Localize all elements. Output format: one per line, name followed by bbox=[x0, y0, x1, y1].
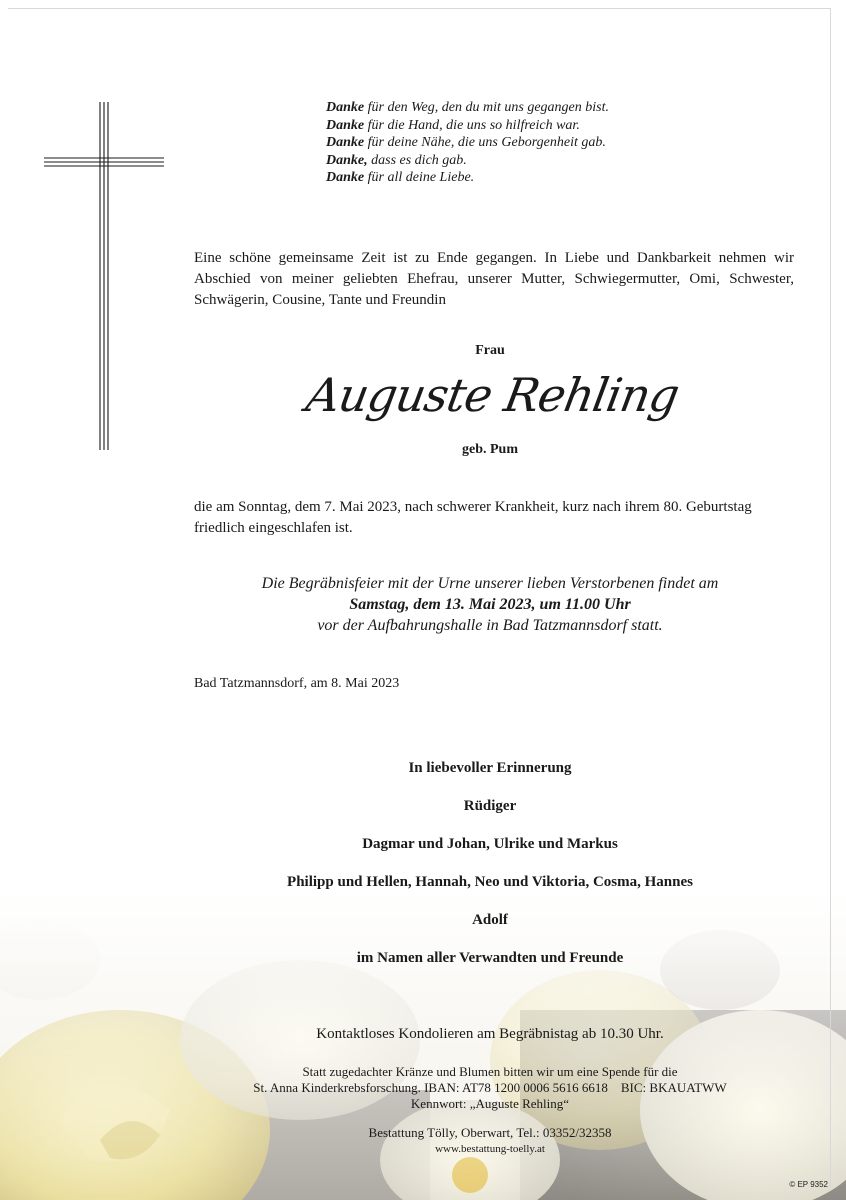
salutation: Frau bbox=[475, 343, 505, 358]
condolence-note: Kontaktloses Kondolieren am Begräbnistag ab 10.30 Uhr. bbox=[316, 1026, 664, 1042]
poem-line: Danke für all deine Liebe. bbox=[326, 170, 475, 185]
funeral-date: Samstag, dem 13. Mai 2023, um 11.00 Uhr bbox=[349, 596, 631, 613]
mourner-line: im Namen aller Verwandten und Freunde bbox=[356, 950, 624, 966]
template-code: © EP 9352 bbox=[789, 1180, 828, 1189]
mourner-line: Philipp und Hellen, Hannah, Neo und Viktoria, Cosma, Hannes bbox=[287, 874, 693, 890]
undertaker-website: www.bestattung-toelly.at bbox=[435, 1143, 545, 1155]
mourner-line: Dagmar und Johan, Ulrike und Markus bbox=[362, 836, 618, 852]
funeral-line: Die Begräbnisfeier mit der Urne unserer lieben Verstorbenen findet am bbox=[261, 575, 719, 592]
mourners-heading: In liebevoller Erinnerung bbox=[408, 760, 572, 776]
poem-line: Danke für die Hand, die uns so hilfreich war. bbox=[326, 117, 580, 133]
funeral-announcement bbox=[190, 573, 790, 636]
poem-line: Danke für deine Nähe, die uns Geborgenheit gab. bbox=[326, 135, 606, 150]
deceased-name: Auguste Rehling bbox=[302, 368, 683, 422]
funeral-location: vor der Aufbahrungshalle in Bad Tatzmannsdorf statt. bbox=[317, 617, 663, 634]
death-notice: die am Sonntag, dem 7. Mai 2023, nach schwerer Krankheit, kurz nach ihrem 80. Geburtstag friedlich eingeschlafen ist. bbox=[194, 499, 752, 536]
undertaker-contact: Bestattung Tölly, Oberwart, Tel.: 03352/32358 bbox=[368, 1125, 612, 1140]
poem-line: Danke, dass es dich gab. bbox=[326, 152, 467, 168]
intro-paragraph: Eine schöne gemeinsame Zeit ist zu Ende gegangen. In Liebe und Dankbarkeit nehmen wir Abschied von meiner geliebten Ehefrau, unserer Mutter, Schwiegermutter, Omi, Schwester, Schwägerin, Cousine, Tante und Freundin bbox=[194, 250, 794, 308]
birth-name: geb. Pum bbox=[462, 442, 518, 457]
donation-request bbox=[190, 1064, 790, 1112]
poem-line: Danke für den Weg, den du mit uns gegangen bist. bbox=[326, 100, 609, 115]
donation-line: Statt zugedachter Kränze und Blumen bitten wir um eine Spende für die bbox=[302, 1064, 678, 1079]
place-date: Bad Tatzmannsdorf, am 8. Mai 2023 bbox=[194, 676, 400, 691]
donation-keyword: Kennwort: „Auguste Rehling“ bbox=[410, 1096, 570, 1111]
donation-bank-details: St. Anna Kinderkrebsforschung. IBAN: AT78 1200 0006 5616 6618 BIC: BKAUATWW bbox=[253, 1080, 727, 1095]
cross-icon bbox=[42, 100, 167, 452]
mourner-line: Rüdiger bbox=[463, 798, 517, 814]
mourner-line: Adolf bbox=[472, 912, 508, 928]
thank-you-poem bbox=[326, 99, 786, 187]
undertaker-info bbox=[190, 1125, 790, 1157]
mourners-list bbox=[190, 757, 790, 985]
